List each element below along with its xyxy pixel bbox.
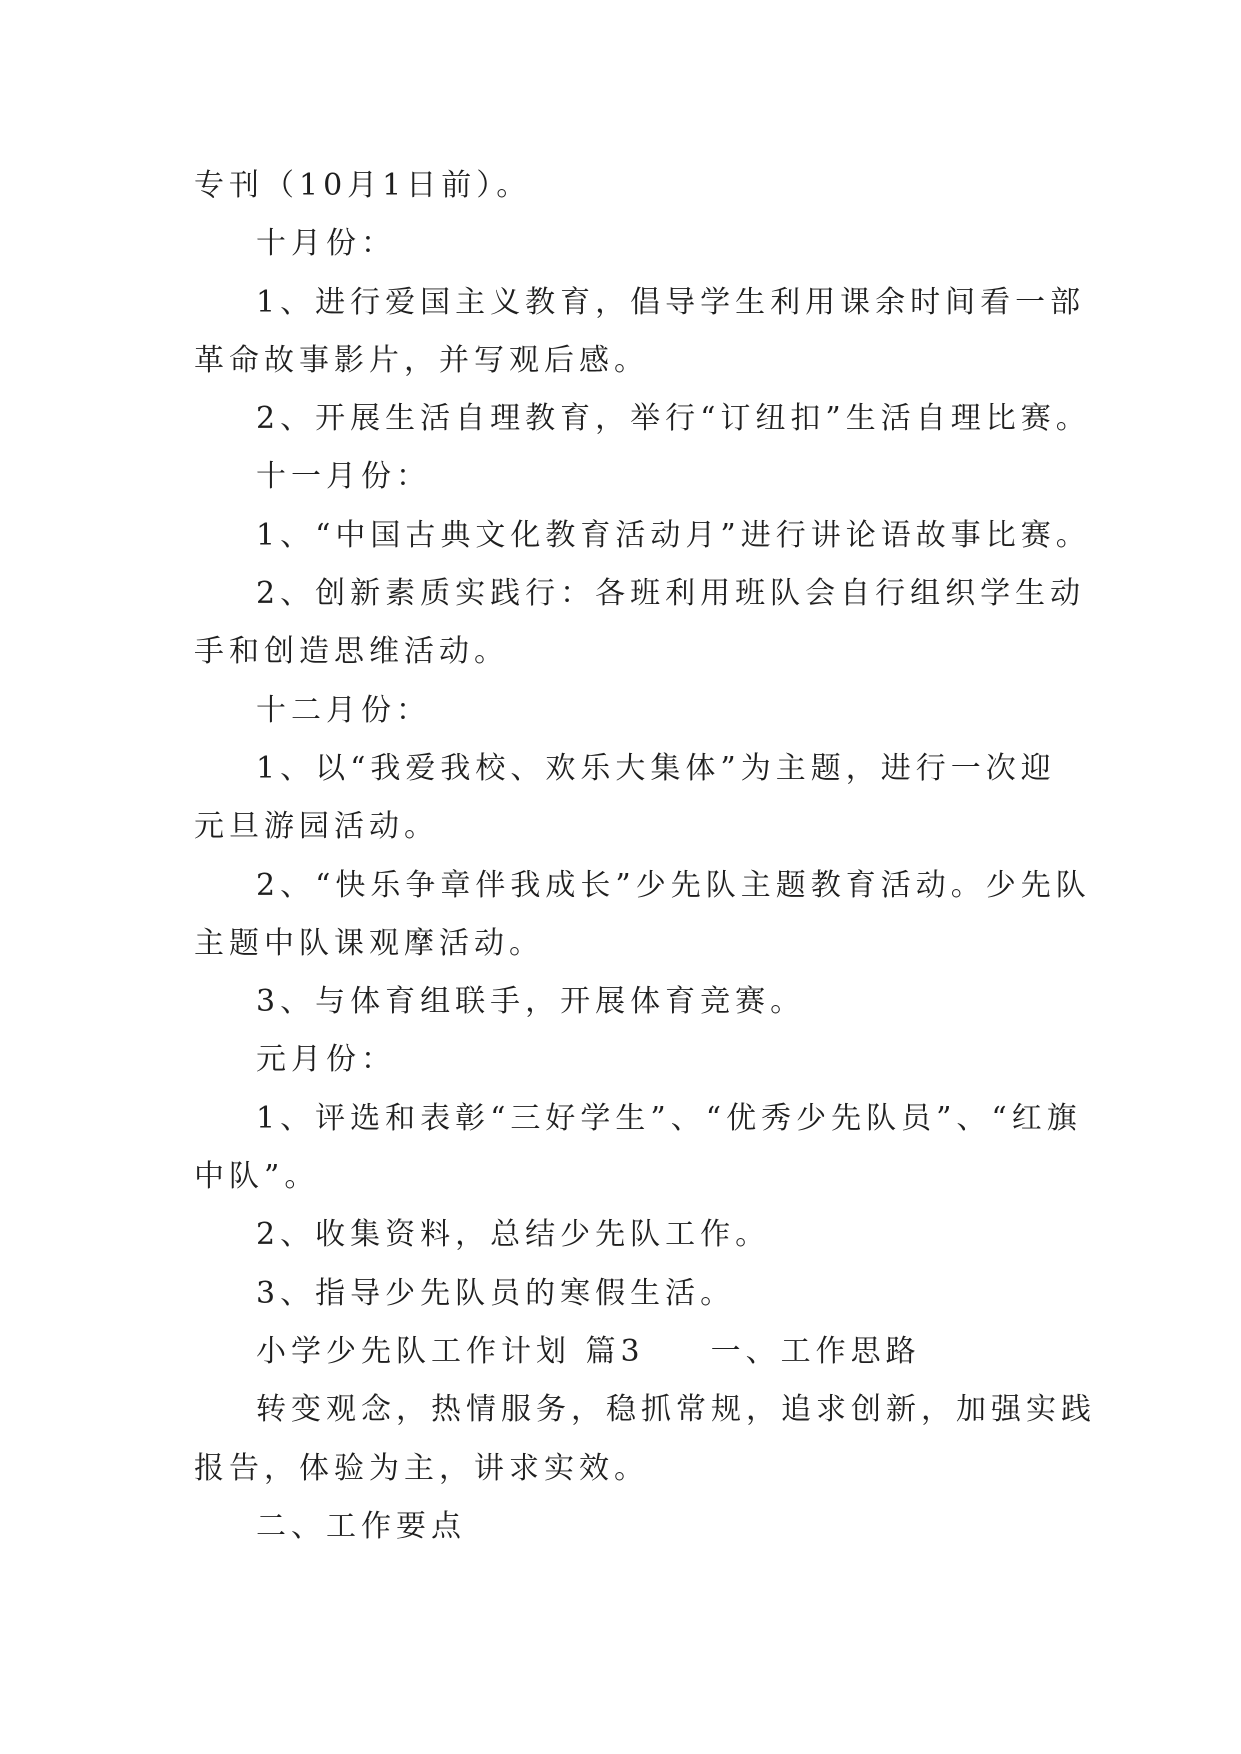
- text-line: 3、与体育组联手，开展体育竞赛。: [256, 984, 806, 1020]
- text-line: 元月份：: [256, 1042, 396, 1078]
- text-line: 主题中队课观摩活动。: [194, 925, 544, 961]
- text-line: 中队”。: [194, 1159, 320, 1195]
- text-line: 十月份：: [256, 226, 396, 262]
- section-heading-line: [194, 1323, 1054, 1381]
- text-line: 二、工作要点: [256, 1508, 466, 1544]
- text-line: 1、评选和表彰“三好学生”、“优秀少先队员”、“红旗: [256, 1100, 1082, 1136]
- text-line: 3、指导少先队员的寒假生活。: [256, 1275, 736, 1311]
- text-line: 转变观念，热情服务，稳抓常规，追求创新，加强实践: [256, 1392, 1096, 1428]
- section-subheading: 一、工作思路: [710, 1333, 921, 1369]
- text-line: 十一月份：: [256, 459, 431, 495]
- text-line: 1、“中国古典文化教育活动月”进行讲论语故事比赛。: [256, 517, 1091, 553]
- text-line: 元旦游园活动。: [194, 809, 439, 845]
- text-line: 1、进行爱国主义教育，倡导学生利用课余时间看一部: [256, 284, 1086, 320]
- text-line: 2、创新素质实践行：各班利用班队会自行组织学生动: [256, 576, 1086, 612]
- text-line: 报告，体验为主，讲求实效。: [194, 1450, 649, 1486]
- text-line: 革命故事影片，并写观后感。: [194, 342, 649, 378]
- text-line: 2、开展生活自理教育，举行“订纽扣”生活自理比赛。: [256, 401, 1091, 437]
- document-body: [194, 157, 1096, 1556]
- text-line: 2、收集资料，总结少先队工作。: [256, 1217, 771, 1253]
- text-line: 十二月份：: [256, 692, 431, 728]
- text-line: 1、以“我爱我校、欢乐大集体”为主题，进行一次迎: [256, 750, 1056, 786]
- text-line: 手和创造思维活动。: [194, 634, 509, 670]
- section-heading: 小学少先队工作计划 篇3: [256, 1333, 645, 1369]
- text-line: 专刊（10月1日前）。: [194, 168, 532, 203]
- text-line: 2、“快乐争章伴我成长”少先队主题教育活动。少先队: [256, 867, 1091, 903]
